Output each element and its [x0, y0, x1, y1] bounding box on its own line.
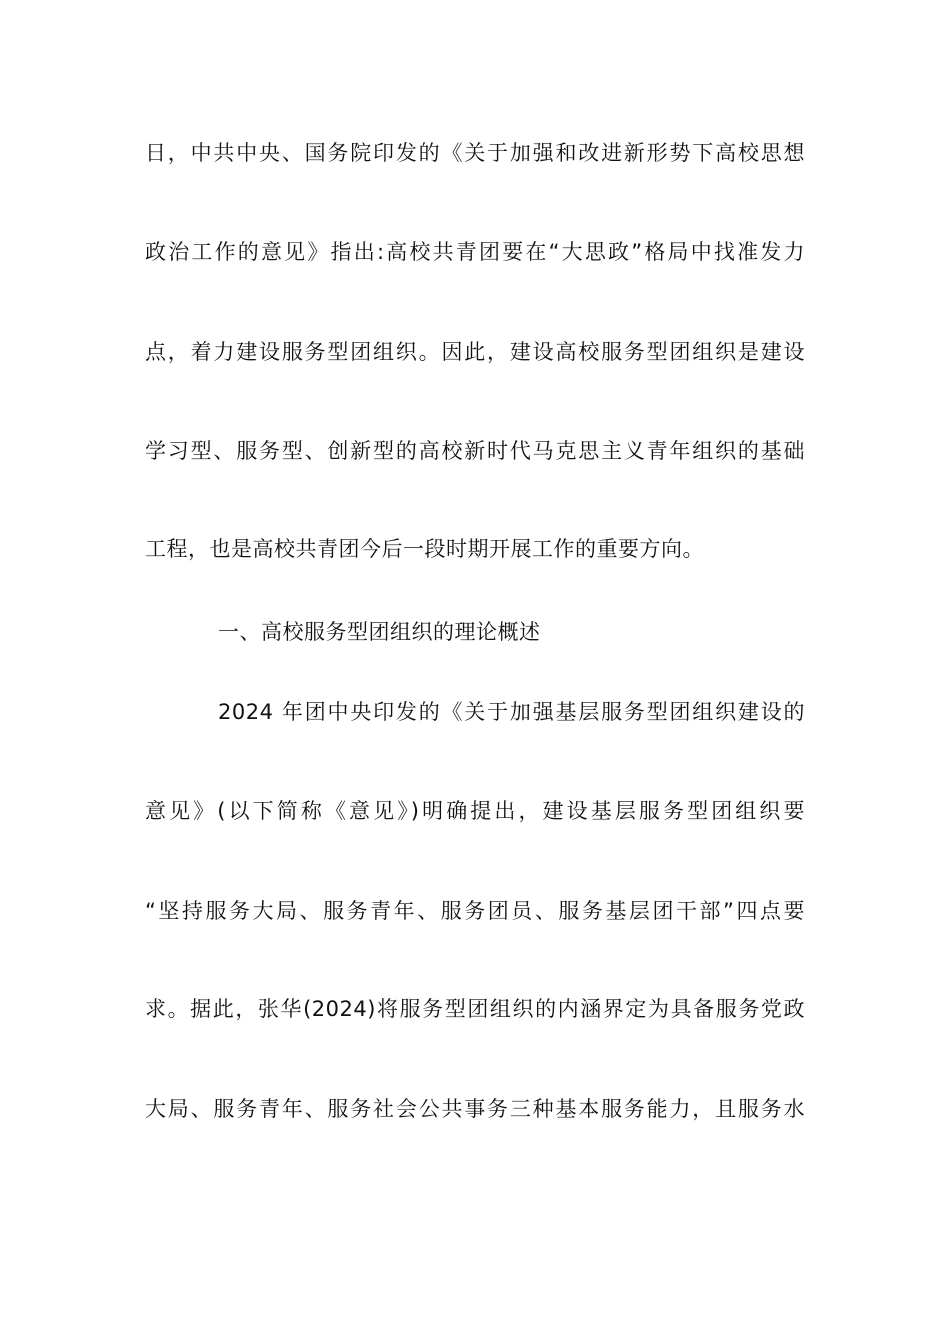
paragraph-line: 大局、服务青年、服务社会公共事务三种基本服务能力，且服务水 [145, 1097, 805, 1121]
paragraph-line: 学习型、服务型、创新型的高校新时代马克思主义青年组织的基础 [145, 439, 805, 463]
paragraph-line: 工程，也是高校共青团今后一段时期开展工作的重要方向。 [145, 537, 704, 561]
paragraph-line: 求。据此，张华(2024)将服务型团组织的内涵界定为具备服务党政 [145, 997, 805, 1021]
paragraph-line: 点，着力建设服务型团组织。因此，建设高校服务型团组织是建设 [145, 340, 805, 364]
paragraph-line: “坚持服务大局、服务青年、服务团员、服务基层团干部”四点要 [145, 899, 805, 923]
paragraph-line: 2024 年团中央印发的《关于加强基层服务型团组织建设的 [218, 700, 805, 724]
paragraph-line: 意见》(以下简称《意见》)明确提出，建设基层服务型团组织要 [145, 799, 805, 823]
paragraph-line: 日，中共中央、国务院印发的《关于加强和改进新形势下高校思想 [145, 141, 805, 165]
section-heading: 一、高校服务型团组织的理论概述 [218, 620, 541, 644]
paragraph-line: 政治工作的意见》指出:高校共青团要在“大思政”格局中找准发力 [145, 240, 805, 264]
